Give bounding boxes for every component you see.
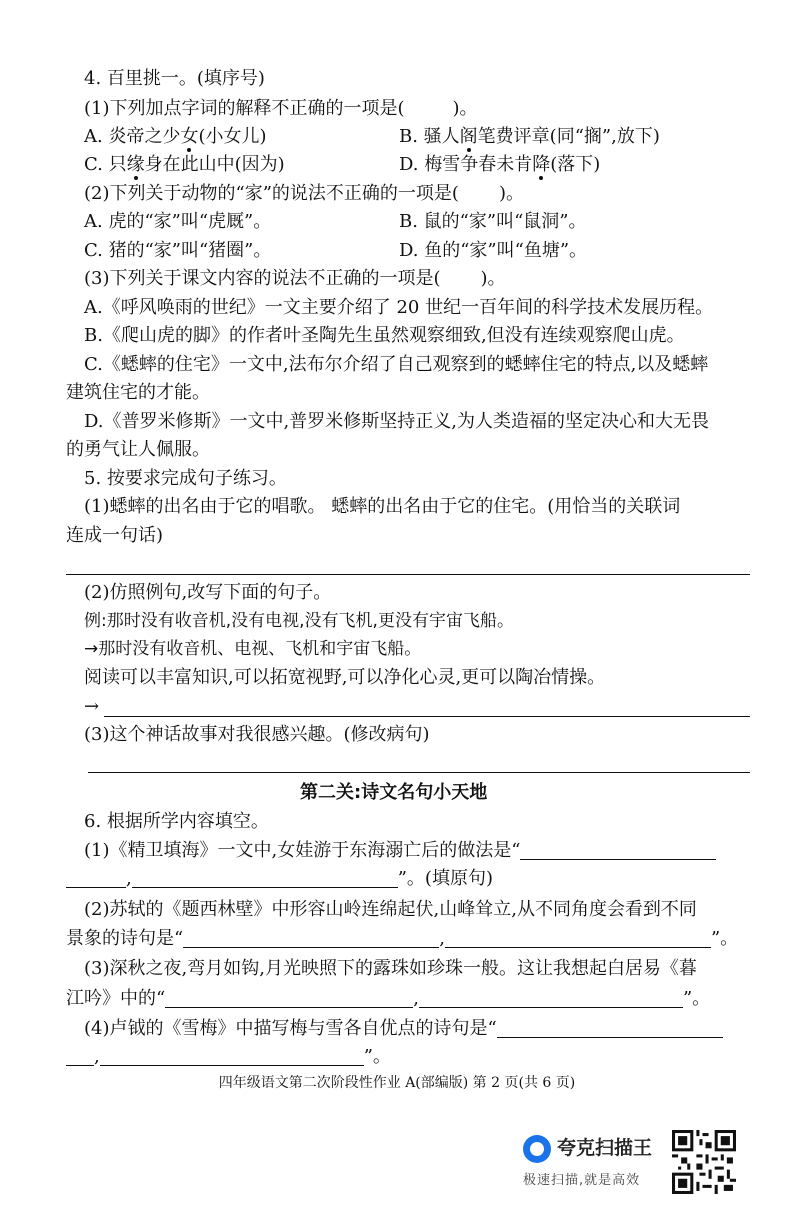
q4-s3-stem <box>84 266 506 292</box>
question-text: ”。 <box>710 928 739 949</box>
q5-s1-line2: 连成一句话) <box>66 525 164 546</box>
stem-text: )。 <box>480 268 506 289</box>
q6-title: 6. 根据所学内容填空。 <box>84 811 269 832</box>
question-text: ”。 <box>682 988 711 1009</box>
q4-s1-stem <box>84 96 478 122</box>
answer-blank[interactable] <box>419 987 683 1008</box>
option-text: (小女儿) <box>198 126 267 147</box>
q6-s1-line2 <box>66 866 493 892</box>
brand-slogan: 极速扫描,就是高效 <box>523 1173 641 1188</box>
punctuation: , <box>413 988 419 1009</box>
q5-example-answer: →那时没有收音机、电视、飞机和宇宙飞船。 <box>84 639 422 659</box>
q6-s3-line2 <box>66 986 710 1012</box>
q4-s2-option-c: C. 猪的“家”叫“猪圈”。 <box>84 240 272 261</box>
q4-s1-option-c <box>84 152 285 178</box>
qr-code-icon <box>672 1130 736 1194</box>
q6-s4-line1 <box>84 1016 723 1042</box>
q5-given-sentence: 阅读可以丰富知识,可以拓宽视野,可以净化心灵,更可以陶冶情操。 <box>84 667 606 688</box>
dotted-char: 缘 <box>126 154 145 175</box>
q4-s3-option-c-line1: C.《蟋蟀的住宅》一文中,法布尔介绍了自己观察到的蟋蟀住宅的特点,以及蟋蟀 <box>84 354 709 375</box>
q4-s3-option-c-line2: 建筑住宅的才能。 <box>66 382 210 403</box>
question-text: 景象的诗句是“ <box>66 928 184 949</box>
q4-s2-option-b: B. 鼠的“家”叫“鼠洞”。 <box>399 211 587 232</box>
q4-s3-option-d-line2: 的勇气让人佩服。 <box>66 439 210 460</box>
option-text: (落下) <box>550 154 601 175</box>
q4-s3-option-a: A.《呼风唤雨的世纪》一文主要介绍了 20 世纪一百年间的科学技术发展历程。 <box>84 297 714 318</box>
dotted-char: 降 <box>532 154 551 175</box>
option-text: B. 骚人 <box>399 126 460 147</box>
dotted-char: 阁 <box>459 126 478 147</box>
answer-line[interactable] <box>104 716 750 717</box>
punctuation: , <box>94 1046 100 1067</box>
q4-s1-option-d <box>399 152 600 178</box>
q6-s4-line2 <box>66 1044 391 1070</box>
answer-blank[interactable] <box>183 927 439 948</box>
option-text: A. 炎帝之少 <box>84 126 181 147</box>
dotted-char: 女 <box>180 126 199 147</box>
q5-s3: (3)这个神话故事对我很感兴趣。(修改病句) <box>84 724 430 745</box>
q5-title: 5. 按要求完成句子练习。 <box>84 468 287 489</box>
quark-logo-icon <box>523 1135 551 1163</box>
answer-blank[interactable] <box>132 867 398 888</box>
q4-s1-stem-b: )。 <box>452 98 478 119</box>
arrow-icon: → <box>84 696 100 717</box>
answer-blank[interactable] <box>66 867 126 888</box>
q4-s3-option-b: B.《爬山虎的脚》的作者叶圣陶先生虽然观察细致,但没有连续观察爬山虎。 <box>84 325 685 346</box>
q6-s3-line1: (3)深秋之夜,弯月如钩,月光映照下的露珠如珍珠一般。这让我想起白居易《暮 <box>84 958 697 979</box>
answer-blank[interactable] <box>66 1045 94 1066</box>
option-text: D. 梅雪争春未肯 <box>399 154 533 175</box>
answer-blank[interactable] <box>520 839 716 860</box>
q4-s2-option-d: D. 鱼的“家”叫“鱼塘”。 <box>399 240 588 261</box>
answer-line[interactable] <box>88 772 750 773</box>
option-text: C. 只 <box>84 154 127 175</box>
q5-s1-line1: (1)蟋蟀的出名由于它的唱歌。 蟋蟀的出名由于它的住宅。(用恰当的关联词 <box>84 496 681 517</box>
question-text: (1)《精卫填海》一文中,女娃游于东海溺亡后的做法是“ <box>84 840 521 861</box>
q4-title: 4. 百里挑一。(填序号) <box>84 68 265 89</box>
q5-s2-title: (2)仿照例句,改写下面的句子。 <box>84 582 332 603</box>
question-text: ”。 <box>363 1046 391 1067</box>
answer-line[interactable] <box>66 574 750 575</box>
q5-example: 例:那时没有收音机,没有电视,没有飞机,更没有宇宙飞船。 <box>84 611 514 631</box>
scanner-watermark <box>523 1133 669 1193</box>
option-text: 身在此山中(因为) <box>144 154 285 175</box>
page-footer: 四年级语文第二次阶段性作业 A(部编版) 第 2 页(共 6 页) <box>218 1075 576 1091</box>
q6-s2-line1: (2)苏轼的《题西林壁》中形容山岭连绵起伏,山峰耸立,从不同角度会看到不同 <box>84 899 697 920</box>
brand-name: 夸克扫描王 <box>557 1137 653 1159</box>
q4-s2-stem <box>84 181 524 207</box>
q4-s3-option-d-line1: D.《普罗米修斯》一文中,普罗米修斯坚持正义,为人类造福的坚定决心和大无畏 <box>84 411 709 432</box>
q4-s1-stem-a: (1)下列加点字词的解释不正确的一项是( <box>84 98 405 119</box>
q4-s1-option-a <box>84 124 267 150</box>
stem-text: )。 <box>498 183 524 204</box>
question-text: ”。(填原句) <box>397 868 493 889</box>
stem-text: (2)下列关于动物的“家”的说法不正确的一项是( <box>84 183 459 204</box>
q4-s2-option-a: A. 虎的“家”叫“虎厩”。 <box>84 211 272 232</box>
question-text: 江吟》中的“ <box>66 988 166 1009</box>
punctuation: , <box>126 868 132 889</box>
punctuation: , <box>439 928 445 949</box>
stem-text: (3)下列关于课文内容的说法不正确的一项是( <box>84 268 441 289</box>
answer-blank[interactable] <box>445 927 711 948</box>
section-heading: 第二关:诗文名句小天地 <box>300 782 488 803</box>
answer-blank[interactable] <box>100 1045 364 1066</box>
option-text: 笔费评章(同“搁”,放下) <box>477 126 660 147</box>
q6-s2-line2 <box>66 926 738 952</box>
q6-s1-line1 <box>84 838 716 864</box>
answer-blank[interactable] <box>497 1017 723 1038</box>
answer-blank[interactable] <box>165 987 413 1008</box>
question-text: (4)卢钺的《雪梅》中描写梅与雪各自优点的诗句是“ <box>84 1018 497 1039</box>
q4-s1-option-b <box>399 124 660 150</box>
